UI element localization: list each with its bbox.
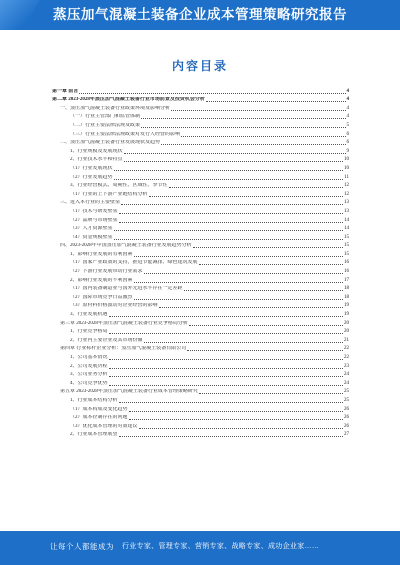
toc-entry-title: 1、影响行业发展的有利因素	[70, 251, 133, 257]
toc-dot-leader	[109, 316, 343, 317]
toc-entry-page: 14	[344, 226, 349, 232]
toc-entry-page: 11	[344, 174, 349, 180]
toc-dot-leader	[114, 239, 343, 240]
toc-dot-leader	[134, 299, 343, 300]
toc-entry[interactable]	[52, 413, 349, 422]
toc-dot-leader	[199, 264, 343, 265]
toc-entry-title: （1）行业的上下游产业链结构分析	[70, 191, 148, 197]
toc-entry-page: 5	[346, 122, 349, 128]
toc-dot-leader	[181, 136, 345, 137]
toc-entry-title: （3）人才资源壁垒	[70, 226, 113, 232]
toc-dot-leader	[109, 385, 343, 386]
toc-entry[interactable]	[52, 86, 349, 95]
toc-entry-title: 1、行业成本结构分析	[70, 397, 118, 403]
toc-entry-title: 2、行业内主要企业及其市场份额	[70, 337, 143, 343]
toc-entry-page: 6	[346, 131, 349, 137]
toc-entry-title: （3）原材料价格波动对企业经营的影响	[70, 303, 158, 309]
toc-entry-title: （三）行业主要法律法规政策对发行人经营的影响	[70, 131, 181, 137]
toc-dot-leader	[184, 290, 343, 291]
toc-entry-page: 21	[344, 337, 349, 343]
toc-entry-title: 一、蒸压加气混凝土装备行业政策环境及影响分析	[60, 105, 171, 111]
toc-entry-title: （2）下游行业发展带动行业需求	[70, 269, 143, 275]
toc-dot-leader	[119, 402, 343, 403]
toc-entry-title: 1、行业竞争格局	[70, 329, 108, 335]
toc-dot-leader	[144, 342, 343, 343]
toc-entry[interactable]	[52, 181, 349, 190]
toc-entry-title: （一）行业主管部门和监管体制	[70, 114, 141, 120]
toc-dot-leader	[109, 359, 343, 360]
toc-entry[interactable]	[52, 224, 349, 233]
toc-entry[interactable]	[52, 404, 349, 413]
toc-entry[interactable]	[52, 103, 349, 112]
toc-entry-title: 第一章 前言	[52, 88, 79, 94]
toc-dot-leader	[124, 153, 346, 154]
toc-entry[interactable]	[52, 215, 349, 224]
toc-entry-title: （4）资金规模壁垒	[70, 234, 113, 240]
toc-dot-leader	[114, 230, 343, 231]
toc-entry-page: 13	[344, 208, 349, 214]
table-of-contents	[52, 86, 349, 438]
toc-dot-leader	[124, 161, 343, 162]
toc-entry-title: 第五章 2023-2028年蒸压加气混凝土装备行业成本管理策略研究	[60, 389, 198, 395]
toc-entry-title: 2、行业成本管理展望	[70, 432, 118, 438]
toc-dot-leader	[141, 127, 345, 128]
toc-entry[interactable]	[52, 387, 349, 396]
toc-dot-leader	[189, 325, 343, 326]
toc-entry-page: 18	[344, 294, 349, 300]
toc-entry[interactable]	[52, 352, 349, 361]
toc-entry[interactable]	[52, 335, 349, 344]
toc-entry[interactable]	[52, 189, 349, 198]
toc-entry[interactable]	[52, 258, 349, 267]
toc-entry[interactable]	[52, 249, 349, 258]
toc-entry-page: 15	[344, 234, 349, 240]
toc-entry-title: （1）行业发展现状	[70, 165, 113, 171]
toc-entry-page: 27	[344, 432, 349, 438]
footer-slogan: 让每个人都能成为	[50, 542, 114, 551]
toc-dot-leader	[119, 436, 343, 437]
toc-entry[interactable]	[52, 138, 349, 147]
toc-entry[interactable]	[52, 284, 349, 293]
toc-dot-leader	[169, 187, 343, 188]
toc-entry-page: 9	[346, 148, 349, 154]
toc-entry[interactable]	[52, 378, 349, 387]
toc-entry-page: 19	[344, 303, 349, 309]
toc-dot-leader	[114, 179, 344, 180]
report-title: 蒸压加气混凝土装备企业成本管理策略研究报告	[53, 7, 347, 22]
toc-dot-leader	[121, 204, 343, 205]
toc-entry-page: 16	[344, 269, 349, 275]
toc-entry[interactable]	[52, 301, 349, 310]
toc-dot-leader	[139, 428, 343, 429]
toc-entry-title: 3、行业经营模式、周期性、区域性、季节性	[70, 183, 168, 189]
toc-entry[interactable]	[52, 206, 349, 215]
toc-entry-title: （2）成本控制存在的问题	[70, 415, 128, 421]
toc-entry[interactable]	[52, 172, 349, 181]
toc-entry-page: 6	[346, 140, 349, 146]
toc-entry-page: 15	[344, 251, 349, 257]
toc-dot-leader	[119, 213, 343, 214]
toc-dot-leader	[171, 110, 345, 111]
toc-entry[interactable]	[52, 370, 349, 379]
toc-entry-page: 4	[346, 114, 349, 120]
toc-entry[interactable]	[52, 198, 349, 207]
toc-entry-page: 24	[344, 380, 349, 386]
toc-dot-leader	[141, 118, 345, 119]
toc-entry-title: （1）成本构成及变化趋势	[70, 406, 128, 412]
toc-entry-page: 12	[344, 191, 349, 197]
toc-entry-page: 14	[344, 217, 349, 223]
toc-entry-page: 26	[344, 423, 349, 429]
toc-entry[interactable]	[52, 146, 349, 155]
toc-entry-page: 25	[344, 389, 349, 395]
toc-dot-leader	[206, 101, 346, 102]
toc-dot-leader	[134, 282, 343, 283]
toc-entry-title: （2）行业发展趋势	[70, 174, 113, 180]
toc-entry[interactable]	[52, 95, 349, 104]
toc-dot-leader	[129, 419, 343, 420]
toc-entry[interactable]	[52, 430, 349, 439]
toc-dot-leader	[114, 170, 343, 171]
toc-entry-page: 20	[344, 329, 349, 335]
toc-entry[interactable]	[52, 129, 349, 138]
toc-entry-title: （3）优化成本管理的对策建议	[70, 423, 138, 429]
toc-dot-leader	[144, 273, 343, 274]
toc-entry-page: 26	[344, 406, 349, 412]
toc-entry-page: 18	[344, 286, 349, 292]
toc-dot-leader	[187, 350, 343, 351]
toc-entry-title: （二）行业主要法律法规及政策	[70, 122, 141, 128]
toc-entry-page: 17	[344, 277, 349, 283]
toc-entry[interactable]	[52, 112, 349, 121]
toc-entry-title: （2）品牌与市场壁垒	[70, 217, 118, 223]
toc-entry[interactable]	[52, 120, 349, 129]
toc-entry-page: 23	[344, 363, 349, 369]
toc-entry[interactable]	[52, 292, 349, 301]
toc-entry[interactable]	[52, 163, 349, 172]
toc-entry-page: 19	[344, 312, 349, 318]
toc-entry-page: 4	[346, 97, 349, 103]
toc-entry[interactable]	[52, 241, 349, 250]
toc-dot-leader	[199, 393, 343, 394]
toc-dot-leader	[193, 247, 343, 248]
toc-dot-leader	[109, 368, 343, 369]
toc-entry-title: 四、2023-2028年中国蒸压加气混凝土装备行业发展趋势分析	[60, 243, 192, 249]
toc-dot-leader	[109, 333, 343, 334]
toc-entry-page: 25	[344, 397, 349, 403]
toc-entry[interactable]	[52, 275, 349, 284]
toc-entry-title: 3、公司业务分析	[70, 372, 108, 378]
toc-entry-page: 4	[346, 105, 349, 111]
toc-entry[interactable]	[52, 318, 349, 327]
toc-entry-page: 13	[344, 200, 349, 206]
toc-dot-leader	[149, 196, 343, 197]
toc-entry-page: 26	[344, 415, 349, 421]
toc-entry[interactable]	[52, 232, 349, 241]
toc-entry-page: 10	[344, 157, 349, 163]
toc-entry[interactable]	[52, 395, 349, 404]
toc-entry-title: 1、行业规模及发展现状	[70, 148, 123, 154]
toc-dot-leader	[129, 411, 343, 412]
toc-entry-page: 15	[344, 243, 349, 249]
toc-entry[interactable]	[52, 421, 349, 430]
toc-entry-title: （1）国内装备制造业与国外先进水平存在一定差距	[70, 286, 183, 292]
toc-entry-title: 3、行业发展机遇	[70, 312, 108, 318]
toc-entry-title: 二、蒸压加气混凝土装备行业发展现状及趋势	[60, 140, 161, 146]
toc-dot-leader	[109, 376, 343, 377]
toc-entry[interactable]	[52, 344, 349, 353]
toc-entry-title: 三、进入本行业的主要壁垒	[60, 200, 121, 206]
toc-entry-title: （1）国家产业政策的支持，推进节能减排、绿色建筑发展	[70, 260, 198, 266]
toc-dot-leader	[159, 307, 343, 308]
toc-entry-page: 4	[346, 88, 349, 94]
toc-entry-page: 24	[344, 372, 349, 378]
toc-entry[interactable]	[52, 309, 349, 318]
toc-entry-page: 20	[344, 320, 349, 326]
toc-entry-page: 22	[344, 355, 349, 360]
toc-entry[interactable]	[52, 155, 349, 164]
toc-dot-leader	[161, 144, 345, 145]
toc-entry-title: 第二章 2023-2028年蒸压加气混凝土装备行业市场前景及投资机会分析	[52, 97, 205, 103]
toc-entry[interactable]	[52, 266, 349, 275]
toc-entry-title: 第四章 行业标杆企业分析：蒸压加气混凝土装备有限公司	[60, 346, 187, 352]
toc-entry-page: 12	[344, 183, 349, 189]
toc-entry-page: 22	[344, 346, 349, 352]
toc-entry-page: 16	[344, 260, 349, 266]
toc-entry[interactable]	[52, 361, 349, 370]
toc-entry-title: 第三章 2023-2028年蒸压加气混凝土装备行业竞争格局分析	[60, 320, 188, 326]
toc-entry-title: 4、公司竞争优势	[70, 380, 108, 386]
toc-entry-title: （1）技术与研发壁垒	[70, 208, 118, 214]
toc-entry-page: 10	[344, 165, 349, 171]
toc-dot-leader	[79, 93, 345, 94]
footer-roles: 行业专家、管理专家、营销专家、战略专家、成功企业家……	[122, 543, 320, 550]
toc-dot-leader	[134, 256, 343, 257]
toc-entry-title: 2、行业技术水平和特点	[70, 157, 123, 163]
toc-entry-title: 1、公司基本情况	[70, 355, 108, 360]
toc-entry-title: 2、影响行业发展的不利因素	[70, 277, 133, 283]
toc-entry[interactable]	[52, 327, 349, 336]
toc-dot-leader	[119, 222, 343, 223]
toc-entry-title: 2、公司发展历程	[70, 363, 108, 369]
toc-entry-title: （2）国际市场竞争日益激烈	[70, 294, 133, 300]
toc-heading: 内容目录	[171, 59, 228, 73]
